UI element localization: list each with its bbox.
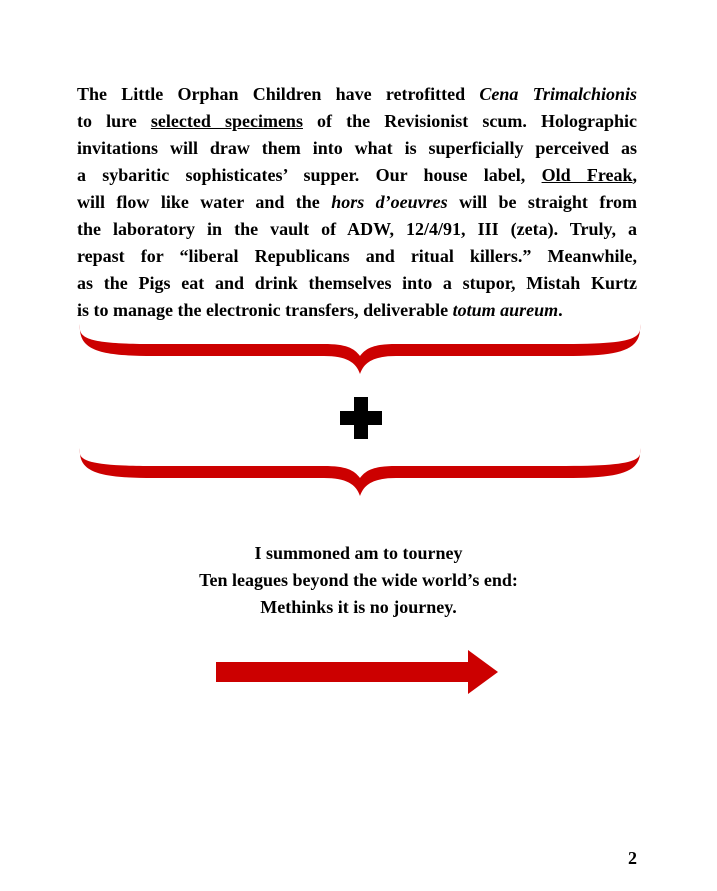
italic-text: hors d’oeuvres xyxy=(331,192,448,212)
text-segment: will be straight from xyxy=(447,192,637,212)
paragraph-line xyxy=(77,108,637,135)
text-segment: . xyxy=(558,300,563,320)
right-arrow-icon xyxy=(214,648,500,696)
paragraph-line xyxy=(77,81,637,108)
curly-brace-icon xyxy=(74,316,646,378)
paragraph-line xyxy=(77,243,637,270)
paragraph-line xyxy=(77,216,637,243)
brace-top-path xyxy=(80,324,640,374)
body-paragraph xyxy=(77,81,637,324)
paragraph-line xyxy=(77,270,637,297)
plus-icon xyxy=(338,395,384,441)
text-segment: a sybaritic sophisticates’ supper. Our house label, xyxy=(77,165,542,185)
page-number: 2 xyxy=(628,848,637,868)
italic-text: Cena Trimalchionis xyxy=(479,84,637,104)
paragraph-line xyxy=(77,135,637,162)
underlined-text: selected specimens xyxy=(150,111,303,131)
text-segment: will flow like water and the xyxy=(77,192,332,212)
brace-bottom-path xyxy=(80,448,640,496)
text-segment: The Little Orphan Children have retrofitted xyxy=(77,84,480,104)
text-segment: the laboratory in the vault of ADW, 12/4/91, III (zeta). Truly, a xyxy=(77,219,637,239)
text-segment: is to manage the electronic transfers, deliverable xyxy=(77,300,453,320)
italic-text: totum aureum xyxy=(452,300,559,320)
text-segment: invitations will draw them into what is superficially perceived as xyxy=(77,138,637,158)
text-segment: repast for “liberal Republicans and ritual killers.” Meanwhile, xyxy=(77,246,637,266)
poem-line-3: Methinks it is no journey. xyxy=(260,597,457,617)
paragraph-line xyxy=(77,162,637,189)
text-segment: , xyxy=(632,165,637,185)
poem-line-1: I summoned am to tourney xyxy=(254,543,463,563)
paragraph-line xyxy=(77,189,637,216)
curly-brace-icon xyxy=(74,440,646,500)
text-segment: of the Revisionist scum. Holographic xyxy=(302,111,637,131)
text-segment: as the Pigs eat and drink themselves into a stupor, Mistah Kurtz xyxy=(77,273,637,293)
underlined-text: Old Freak xyxy=(541,165,633,185)
text-segment: to lure xyxy=(77,111,151,131)
poem xyxy=(0,540,717,621)
poem-line-2: Ten leagues beyond the wide world’s end: xyxy=(199,570,518,590)
